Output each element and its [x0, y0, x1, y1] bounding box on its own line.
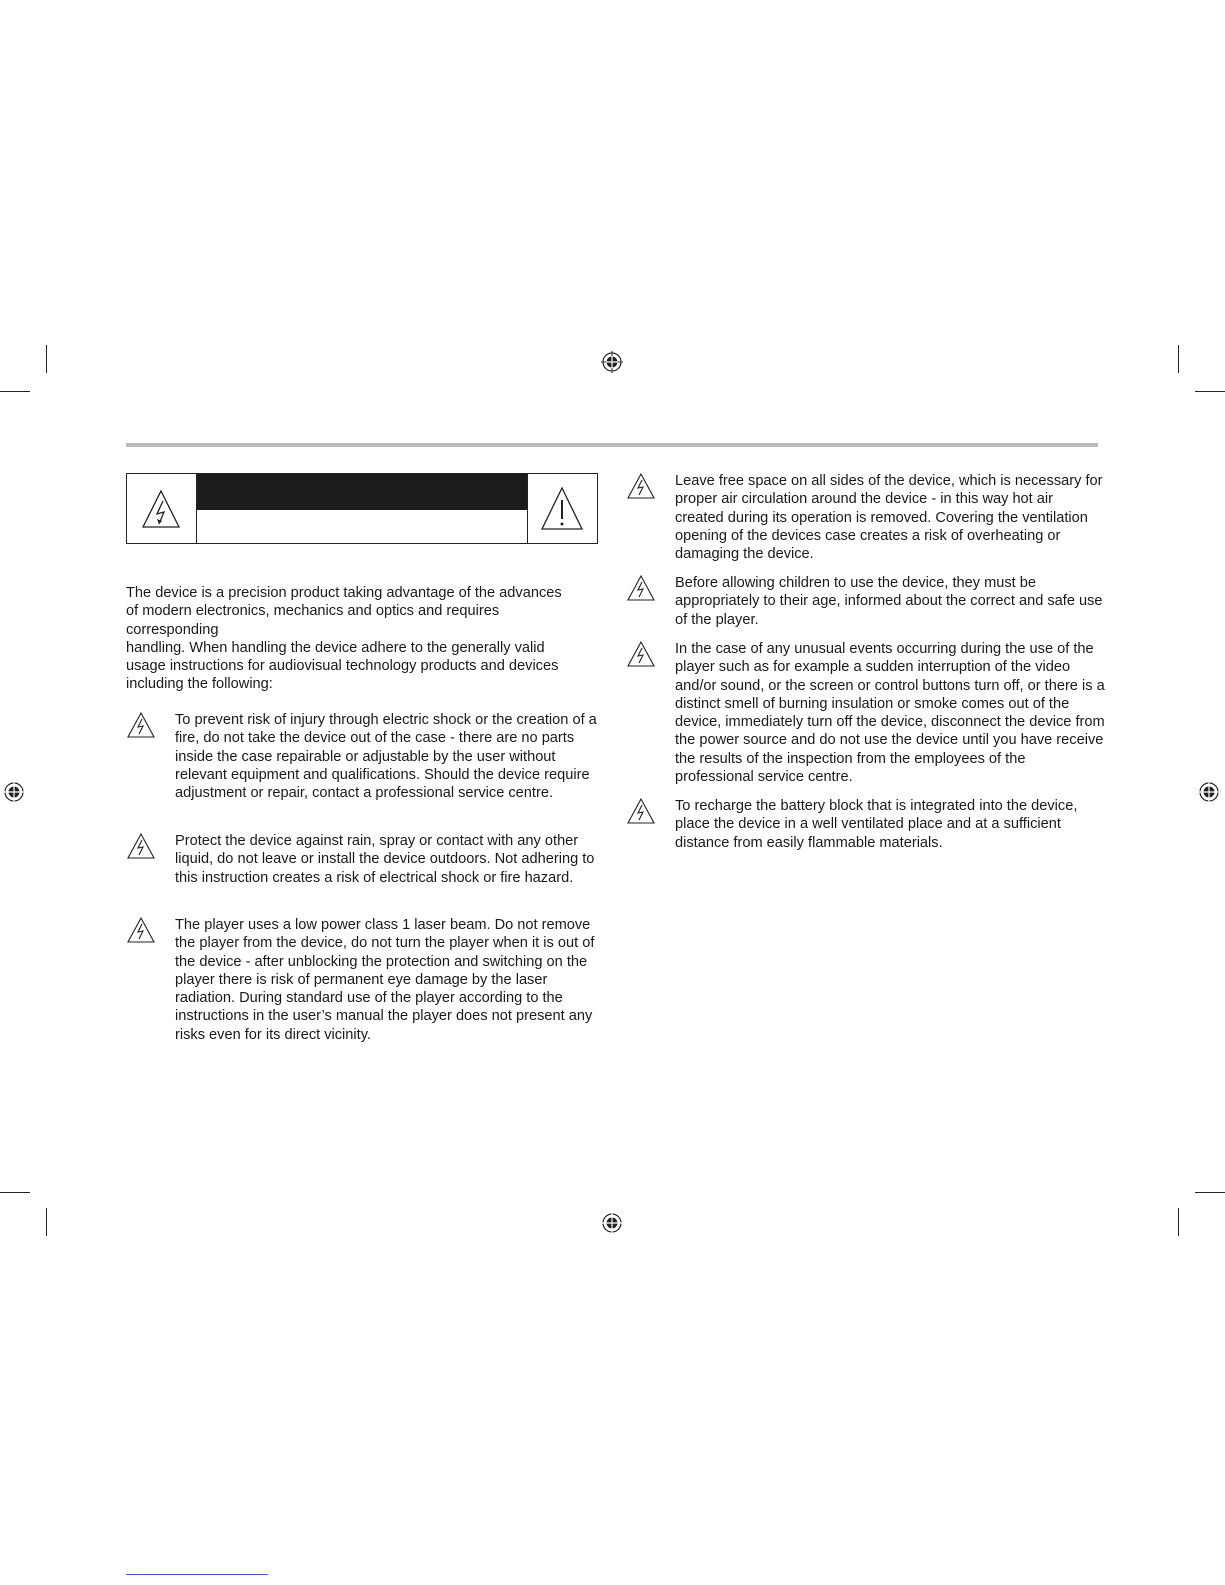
crop-mark: [0, 391, 30, 392]
electric-shock-warning-icon: [126, 832, 156, 860]
banner-left-cell: [127, 474, 197, 543]
footer-link-underline: [126, 1574, 268, 1575]
safety-item-text: To prevent risk of injury through electric shock or the creation of a fire, do not take the device out of the case - there are no parts inside the case repairable or adjustable by the user without relevant equipment and qualifications. Should the device require adjustment or repair, contact a professional service centre.: [175, 712, 597, 802]
crop-mark: [46, 345, 47, 373]
intro-line: corresponding: [126, 621, 219, 638]
crop-mark: [46, 1208, 47, 1236]
crop-mark: [1178, 345, 1179, 373]
electric-shock-warning-icon: [626, 797, 656, 825]
electric-shock-warning-icon: [126, 916, 156, 944]
warning-banner: [126, 473, 598, 544]
electric-shock-warning-icon: [127, 474, 196, 543]
safety-item-text: To recharge the battery block that is integrated into the device, place the device in a well ventilated place and at a sufficient distance from easily flammable materials.: [675, 798, 1078, 851]
crop-mark: [0, 1192, 30, 1193]
registration-mark-icon: [1198, 781, 1220, 803]
intro-line: usage instructions for audiovisual technology products and devices: [126, 658, 559, 675]
electric-shock-warning-icon: [626, 472, 656, 500]
banner-right-cell: [527, 474, 597, 543]
safety-item-text: In the case of any unusual events occurring during the use of the player such as for example a sudden interruption of the video and/or sound, or the screen or control buttons turn off, or there is a distinct smell of burning insulation or smoke comes out of the device, immediately turn off the device, disconnect the device from the power source and do not use the device until you have receive the results of the inspection from the employees of the professional service centre.: [675, 641, 1105, 786]
registration-mark-icon: [3, 781, 25, 803]
safety-item-text: The player uses a low power class 1 laser beam. Do not remove the player from the device, do not turn the player when it is out of the device - after unblocking the protection and switching on the player there is risk of permanent eye damage by the laser radiation. During standard use of the player according to the instructions in the user’s manual the player does not present any risks even for its direct vicinity.: [175, 917, 595, 1043]
registration-mark-icon: [601, 351, 623, 373]
crop-mark: [1178, 1208, 1179, 1236]
safety-item-text: Protect the device against rain, spray or contact with any other liquid, do not leave or install the device outdoors. Not adhering to this instruction creates a risk of electrical shock or fire hazard.: [175, 833, 595, 886]
registration-mark-icon: [601, 1212, 623, 1234]
intro-line: handling. When handling the device adhere to the generally valid: [126, 639, 545, 656]
electric-shock-warning-icon: [126, 711, 156, 739]
electric-shock-warning-icon: [626, 640, 656, 668]
crop-mark: [1195, 1192, 1225, 1193]
intro-line: The device is a precision product taking advantage of the advances: [126, 585, 562, 601]
safety-item-text: Before allowing children to use the device, they must be appropriately to their age, informed about the correct and safe use of the player.: [675, 575, 1103, 628]
intro-paragraph: [126, 584, 596, 694]
caution-exclamation-icon: [528, 474, 597, 543]
crop-mark: [1195, 391, 1225, 392]
intro-line: of modern electronics, mechanics and optics and requires: [126, 603, 500, 620]
banner-black-bar: [197, 474, 527, 510]
electric-shock-warning-icon: [626, 574, 656, 602]
intro-line: including the following:: [126, 676, 273, 693]
header-rule: [126, 443, 1098, 447]
safety-item-text: Leave free space on all sides of the device, which is necessary for proper air circulation around the device - in this way hot air created during its operation is removed. Covering the ventilation opening of the devices case creates a risk of overheating or damaging the device.: [675, 473, 1103, 563]
